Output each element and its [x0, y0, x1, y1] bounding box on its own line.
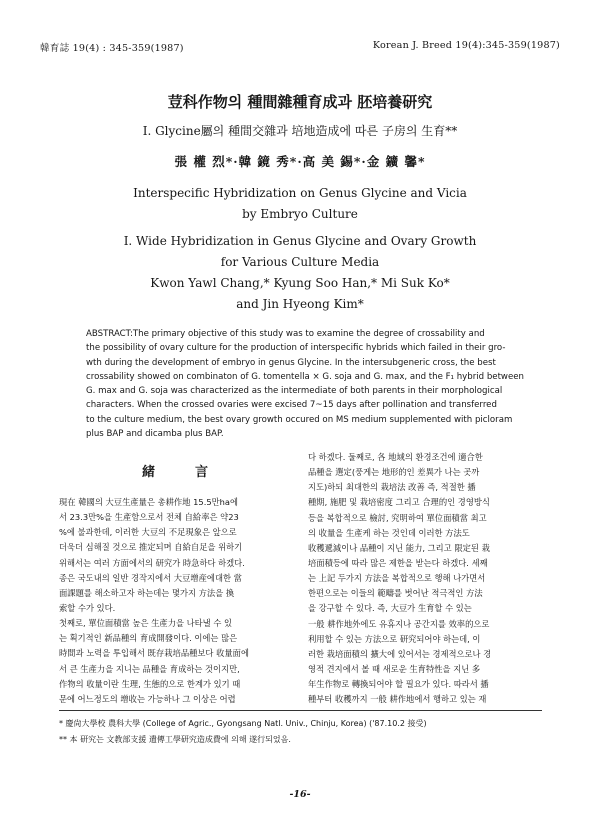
body-line: 을 강구할 수 있다. 즉, 大豆가 生育할 수 있는 — [308, 603, 472, 614]
body-line: 지도)하되 최대한의 栽培法 改善 즉, 적절한 播 — [308, 482, 476, 493]
body-line: 더욱더 심해질 것으로 推定되며 自給自足을 위하기 — [59, 542, 243, 553]
body-line: 다 하겠다. 둘째로, 各 地域의 환경조건에 適合한 — [308, 452, 483, 462]
body-line: 서 23.3만%을 生產함으로서 전체 自給率은 약23 — [59, 512, 239, 523]
body-line: 첫째로, 單位面積當 높은 生產力을 나타낼 수 있 — [59, 618, 233, 629]
page-number: -16- — [289, 789, 311, 800]
body-line: 收穫遞減이나 品種이 지닌 能力, 그리고 限定된 栽 — [308, 542, 490, 553]
abstract-line: crossability showed on combinaton of G. tomentella × G. soja and G. max, and the F₁ hybrid between — [86, 371, 524, 382]
title-korean: 荳科作物의 種間雜種育成과 胚培養研究 — [167, 93, 433, 111]
footnotes — [59, 710, 542, 748]
body-line: 現在 韓國의 大豆生產量은 총耕作地 15.5만ha에 — [59, 497, 239, 507]
body-line: %에 불과한데, 이러한 大豆의 不足現象은 앞으로 — [59, 527, 237, 538]
body-line: 種期, 施肥 및 栽培密度 그리고 合理的인 경영방식 — [308, 497, 490, 508]
body-line: 문에 어느정도의 增收는 가능하나 그 이상은 어렵 — [59, 693, 236, 704]
abstract-line: wth during the development of embryo in genus Glycine. In the intersubgeneric cross, the best — [86, 357, 496, 368]
body-line: 利用할 수 있는 方法으로 研究되어야 하는데, 이 — [308, 633, 481, 644]
abstract-line: G. max and G. soja was characterized as the intermediate of both parents in their morphological — [86, 386, 503, 397]
body-line: 品種을 選定(풍게는 地形的인 差異가 나는 곳까 — [308, 467, 480, 478]
body-line: 의 收量을 生產케 하는 것인데 이러한 方法도 — [308, 527, 470, 538]
authors-english-line: Kwon Yawl Chang,* Kyung Soo Han,* Mi Suk Ko* — [150, 276, 450, 290]
authors-english — [0, 273, 600, 315]
body-line: 한편으로는 이들의 範疇를 벗어난 적극적인 方法 — [308, 588, 483, 599]
footnote-funding: ** 本 研究는 文教部支援 遺傳工學研究造成費에 의해 遂行되었음. — [59, 735, 291, 744]
title-english — [0, 183, 600, 225]
body-line: 種부터 收穫까지 一般 耕作地에서 행하고 있는 재 — [308, 694, 487, 705]
body-column-right — [308, 450, 542, 707]
body-line: 등을 복합적으로 檢討, 究明하여 單位面積當 최고 — [308, 512, 487, 523]
body-line: 종은 국도내의 일반 경작지에서 大豆增産에대한 當 — [59, 572, 242, 583]
body-line: 는 획기적인 新品種의 育成開發이다. 이에는 많은 — [59, 633, 238, 644]
journal-header-korean: 韓育誌 19(4) : 345-359(1987) — [40, 43, 184, 54]
abstract-line: characters. When the crossed ovaries were excised 7~15 days after pollination and transferred — [86, 400, 497, 411]
abstract-line: ABSTRACT:The primary objective of this study was to examine the degree of crossability and — [86, 329, 485, 339]
body-line: 一般 耕作地外에도 유휴지나 공간지를 效率的으로 — [308, 618, 490, 629]
body-line: 時間과 노력을 투입해서 既存栽培品種보다 收量面에 — [59, 648, 249, 659]
title-english-line: by Embryo Culture — [242, 207, 358, 221]
body-line: 러한 栽培面積의 擴大에 있어서는 경제적으로나 경 — [308, 648, 492, 659]
subtitle-korean: Ⅰ. Glycine屬의 種間交雜과 培地造成에 따른 子房의 生育** — [142, 124, 458, 138]
body-line: 영적 견지에서 볼 때 새로운 生育特性을 지닌 多 — [308, 663, 481, 674]
body-line: 年生作物로 轉換되어야 할 필요가 있다. 따라서 播 — [308, 679, 489, 690]
journal-header-english: Korean J. Breed 19(4):345-359(1987) — [372, 40, 560, 51]
subtitle-english-line: Ⅰ. Wide Hybridization in Genus Glycine and Ovary Growth — [123, 234, 477, 248]
subtitle-english-line: for Various Culture Media — [220, 255, 380, 269]
body-line: 作物의 收量이란 生理, 生態的으로 한계가 있기 때 — [59, 678, 241, 689]
abstract-line: the possibility of ovary culture for the production of interspecific hybrids which failed in their gro- — [86, 343, 506, 354]
section-heading-introduction: 緒言 — [141, 465, 248, 480]
body-line: 는 上記 두가지 方法을 복합적으로 행해 나가면서 — [308, 573, 486, 584]
title-english-line: Interspecific Hybridization on Genus Glycine and Vicia — [133, 186, 467, 200]
body-line: 위해서는 여러 方面에서의 研究가 時急하다 하겠다. — [59, 557, 245, 568]
body-line: 索할 수가 있다. — [59, 602, 116, 613]
abstract-line: to the culture medium, the best ovary growth occured on MS medium supplemented with picloram — [86, 414, 513, 425]
body-column-left — [59, 495, 291, 707]
authors-korean: 張 權 烈*·韓 鏡 秀*·高 美 錫*·金 鑛 馨* — [174, 154, 426, 169]
body-line: 培面積등에 따라 많은 제한을 받는다 하겠다. 세째 — [308, 557, 488, 568]
abstract-line: plus BAP and dicamba plus BAP. — [86, 429, 224, 440]
footnote-affiliation: * 慶尙大學校 農科大學 (College of Agric., Gyongsang Natl. Univ., Chinju, Korea) ('87.10.2 接受) — [59, 719, 427, 728]
abstract — [86, 327, 526, 441]
subtitle-english — [0, 231, 600, 273]
authors-english-line: and Jin Hyeong Kim* — [236, 297, 364, 311]
body-line: 面課題를 해소하고자 하는데는 몇가지 方法을 換 — [59, 587, 235, 598]
body-line: 서 큰 生產力을 지니는 品種을 育成하는 것이지만, — [59, 663, 240, 674]
